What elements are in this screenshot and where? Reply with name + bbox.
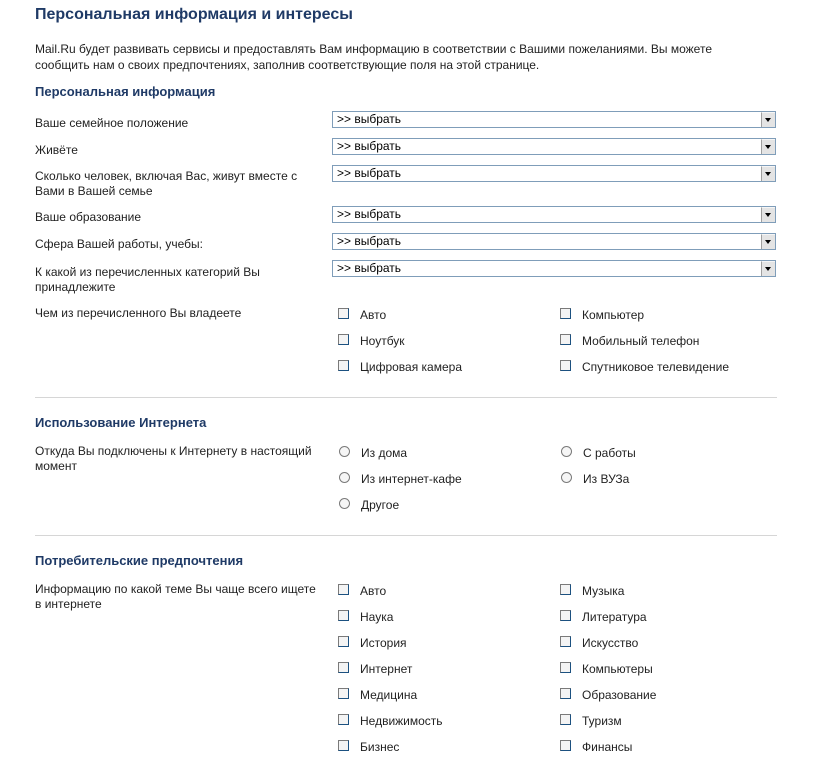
select-value: >> выбрать	[337, 112, 402, 126]
checkbox-label: Компьютеры	[582, 662, 653, 676]
checkbox[interactable]	[560, 584, 571, 595]
chevron-down-icon[interactable]	[761, 112, 775, 127]
checkbox-label: История	[360, 636, 407, 650]
radio-button[interactable]	[339, 472, 350, 483]
checkbox[interactable]	[338, 636, 349, 647]
checkbox-label: Недвижимость	[360, 714, 443, 728]
label-residence: Живёте	[35, 143, 78, 157]
radio-label: Из интернет-кафе	[361, 472, 462, 486]
radio-button[interactable]	[561, 446, 572, 457]
checkbox-label: Музыка	[582, 584, 625, 598]
checkbox-label: Спутниковое телевидение	[582, 360, 730, 374]
checkbox[interactable]	[338, 714, 349, 725]
radio-button[interactable]	[339, 498, 350, 509]
checkbox[interactable]	[560, 334, 571, 345]
label-education: Ваше образование	[35, 210, 142, 224]
section-title-consumer: Потребительские предпочтения	[35, 553, 244, 568]
checkbox[interactable]	[338, 584, 349, 595]
section-title-internet: Использование Интернета	[35, 415, 207, 430]
checkbox[interactable]	[560, 636, 571, 647]
radio-label: Из ВУЗа	[583, 472, 630, 486]
section-divider	[35, 397, 777, 398]
checkbox[interactable]	[560, 360, 571, 371]
checkbox[interactable]	[560, 662, 571, 673]
checkbox[interactable]	[560, 714, 571, 725]
chevron-down-icon[interactable]	[761, 207, 775, 222]
select-value: >> выбрать	[337, 261, 402, 275]
label-ownership: Чем из перечисленного Вы владеете	[35, 306, 242, 320]
select-value: >> выбрать	[337, 207, 402, 221]
checkbox-label: Ноутбук	[360, 334, 405, 348]
section-divider	[35, 535, 777, 536]
chevron-down-icon[interactable]	[761, 166, 775, 181]
page-title: Персональная информация и интересы	[35, 6, 353, 23]
checkbox-label: Авто	[360, 308, 387, 322]
checkbox-label: Образование	[582, 688, 657, 702]
checkbox[interactable]	[338, 334, 349, 345]
radio-button[interactable]	[339, 446, 350, 457]
checkbox[interactable]	[338, 610, 349, 621]
checkbox-label: Медицина	[360, 688, 418, 702]
select-marital-status[interactable]	[332, 111, 776, 128]
select-education[interactable]	[332, 206, 776, 223]
chevron-down-icon[interactable]	[761, 139, 775, 154]
checkbox-label: Цифровая камера	[360, 360, 463, 374]
checkbox-label: Бизнес	[360, 740, 400, 754]
select-family-size[interactable]	[332, 165, 776, 182]
checkbox-label: Искусство	[582, 636, 639, 650]
label-search-topics: Информацию по какой теме Вы чаще всего ищете в интернете	[35, 582, 316, 611]
select-value: >> выбрать	[337, 139, 402, 153]
label-category: К какой из перечисленных категорий Вы принадлежите	[35, 265, 260, 294]
select-category[interactable]	[332, 260, 776, 277]
checkbox[interactable]	[560, 308, 571, 319]
radio-label: Из дома	[361, 446, 408, 460]
label-work-field: Сфера Вашей работы, учебы:	[35, 237, 203, 251]
select-value: >> выбрать	[337, 234, 402, 248]
label-family-size: Сколько человек, включая Вас, живут вместе с Вами в Вашей семье	[35, 169, 298, 198]
checkbox-label: Интернет	[360, 662, 413, 676]
radio-label: Другое	[361, 498, 400, 512]
checkbox[interactable]	[338, 360, 349, 371]
checkbox[interactable]	[338, 662, 349, 673]
intro-text: Mail.Ru будет развивать сервисы и предоставлять Вам информацию в соответствии с Вашими пожеланиями. Вы можете сообщить нам о своих предпочтениях, заполнив соответствующие поля на этой странице.	[35, 42, 712, 72]
chevron-down-icon[interactable]	[761, 261, 775, 276]
checkbox[interactable]	[338, 740, 349, 751]
checkbox[interactable]	[338, 308, 349, 319]
checkbox[interactable]	[560, 688, 571, 699]
checkbox[interactable]	[560, 740, 571, 751]
label-marital-status: Ваше семейное положение	[35, 116, 189, 130]
radio-label: С работы	[583, 446, 636, 460]
select-value: >> выбрать	[337, 166, 402, 180]
radio-button[interactable]	[561, 472, 572, 483]
select-residence[interactable]	[332, 138, 776, 155]
checkbox-label: Литература	[582, 610, 647, 624]
checkbox[interactable]	[560, 610, 571, 621]
checkbox[interactable]	[338, 688, 349, 699]
checkbox-label: Мобильный телефон	[582, 334, 700, 348]
checkbox-label: Туризм	[582, 714, 622, 728]
checkbox-label: Наука	[360, 610, 394, 624]
section-title-personal: Персональная информация	[35, 84, 216, 99]
label-connection-place: Откуда Вы подключены к Интернету в настоящий момент	[35, 444, 312, 473]
select-work-field[interactable]	[332, 233, 776, 250]
checkbox-label: Авто	[360, 584, 387, 598]
checkbox-label: Финансы	[582, 740, 633, 754]
chevron-down-icon[interactable]	[761, 234, 775, 249]
checkbox-label: Компьютер	[582, 308, 645, 322]
